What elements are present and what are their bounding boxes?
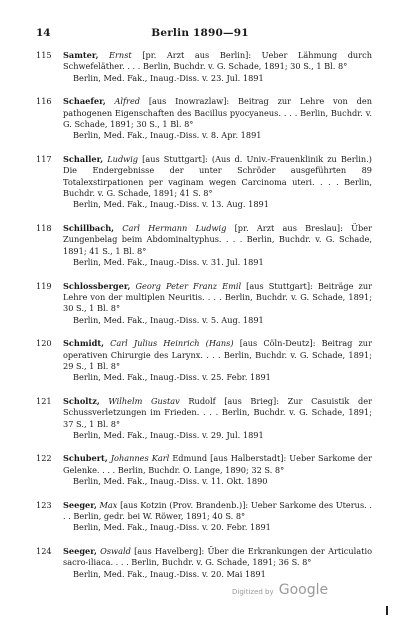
entry-detail: Berlin, Med. Fak., Inaug.-Diss. v. 20. Mai 1891	[73, 568, 266, 579]
author-given-name: Ludwig	[107, 153, 139, 164]
author-given-name: Wilhelm Gustav	[108, 395, 180, 406]
entry-citation: [aus Stuttgart]: (Aus d. Univ.-Frauenklinik zu Berlin.) Die Endergebnisse der unter Schröder ausgeführten 89 Totalexstirpationen per vaginam wegen Carcinoma uteri. . . . Berlin, Buchdr. v. G. Schade, 1891; 41 S. 8°	[63, 153, 372, 199]
entry-text	[63, 453, 372, 476]
entry-text	[63, 546, 372, 569]
author-surname: Seeger,	[63, 545, 97, 556]
entry-citation: [aus Stuttgart]: Beiträge zur Lehre von der multiplen Neuritis. . . . Berlin, Buchdr. v. G. Schade, 1891; 30 S., 1 Bl. 8°	[63, 280, 373, 314]
author-surname: Scholtz,	[63, 395, 100, 406]
entry-text	[63, 154, 372, 200]
digitization-watermark	[232, 579, 328, 598]
list-item	[36, 223, 372, 269]
entry-citation: [aus Kotzin (Prov. Brandenb.)]: Ueber Sarkome des Uterus. . . . Berlin, gedr. bei W. Röwer, 1891; 40 S. 8°	[63, 499, 373, 521]
entry-citation: [pr. Arzt aus Berlin]: Ueber Lähmung durch Schwefeläther. . . . Berlin, Buchdr. v. G. Schade, 1891; 30 S., 1 Bl. 8°	[63, 50, 372, 72]
author-given-name: Johannes Karl	[110, 453, 170, 464]
entry-detail: Berlin, Med. Fak., Inaug.-Diss. v. 23. Jul. 1891	[73, 72, 264, 83]
entry-number: 120	[36, 338, 52, 349]
entry-number: 123	[36, 499, 52, 510]
entry-citation: [aus Cöln-Deutz]: Beitrag zur operativen Chirurgie des Larynx. . . . Berlin, Buchdr. v. G. Schade, 1891; 29 S., 1 Bl. 8°	[63, 338, 372, 371]
author-given-name: Max	[99, 499, 118, 510]
entry-detail: Berlin, Med. Fak., Inaug.-Diss. v. 13. Aug. 1891	[73, 199, 269, 210]
author-surname: Schmidt,	[63, 338, 104, 349]
list-item	[36, 154, 372, 211]
author-given-name: Oswald	[100, 545, 131, 556]
page-number: 14	[36, 27, 51, 39]
entry-detail: Berlin, Med. Fak., Inaug.-Diss. v. 29. Jul. 1891	[73, 429, 264, 440]
entry-citation: Edmund [aus Halberstadt]: Ueber Sarkome der Gelenke. . . . Berlin, Buchdr. O. Lange, 1890; 32 S. 8°	[63, 453, 373, 475]
entry-number: 117	[36, 153, 52, 164]
entry-list	[36, 50, 372, 592]
page-header	[36, 27, 364, 41]
entry-detail: Berlin, Med. Fak., Inaug.-Diss. v. 5. Aug. 1891	[73, 314, 264, 325]
list-item	[36, 453, 372, 487]
entry-citation: [aus Inowrazlaw]: Beitrag zur Lehre von den pathogenen Eigenschaften des Bacillus pyocyaneus. . . . Berlin, Buchdr. v. G. Schade, 1891; 30 S., 1 Bl. 8°	[63, 96, 372, 130]
author-surname: Schillbach,	[63, 222, 114, 233]
list-item	[36, 96, 372, 142]
entry-text	[63, 223, 372, 257]
list-item	[36, 396, 372, 442]
author-surname: Schaefer,	[63, 96, 106, 107]
entry-text	[63, 96, 372, 130]
entry-detail: Berlin, Med. Fak., Inaug.-Diss. v. 25. Febr. 1891	[73, 372, 271, 383]
running-title: Berlin 1890—91	[151, 27, 249, 39]
entry-detail: Berlin, Med. Fak., Inaug.-Diss. v. 8. Apr. 1891	[73, 130, 262, 141]
entry-citation: [pr. Arzt aus Breslau]: Über Zungenbelag beim Abdominaltyphus. . . . Berlin, Buchdr. v. G. Schade, 1891; 41 S., 1 Bl. 8°	[63, 222, 372, 256]
author-surname: Schlossberger,	[63, 280, 131, 291]
entry-number: 115	[36, 50, 52, 60]
entry-number: 116	[36, 96, 52, 107]
author-given-name: Carl Hermann Ludwig	[122, 222, 227, 233]
list-item	[36, 281, 372, 327]
entry-citation: Rudolf [aus Brieg]: Zur Casuistik der Schussverletzungen im Frieden. . . . Berlin, Buchdr. v. G. Schade, 1891; 37 S., 1 Bl. 8°	[63, 395, 372, 429]
list-item	[36, 546, 372, 580]
entry-number: 119	[36, 280, 52, 291]
author-given-name: Alfred	[114, 96, 141, 107]
entry-detail: Berlin, Med. Fak., Inaug.-Diss. v. 20. Febr. 1891	[73, 522, 271, 533]
author-given-name: Carl Julius Heinrich (Hans)	[110, 338, 234, 349]
author-given-name: Georg Peter Franz Emil	[135, 280, 242, 291]
entry-text	[63, 396, 372, 430]
author-surname: Schaller,	[63, 153, 104, 164]
author-surname: Schubert,	[63, 453, 108, 464]
entry-text	[63, 500, 372, 523]
watermark-prefix: Digitized by	[232, 588, 274, 596]
page-edge-mark	[386, 606, 388, 615]
google-logo: Google	[278, 582, 329, 598]
entry-number: 118	[36, 222, 52, 233]
entry-text	[63, 50, 372, 73]
entry-number: 124	[36, 545, 52, 556]
entry-text	[63, 338, 372, 372]
entry-detail: Berlin, Med. Fak., Inaug.-Diss. v. 31. Jul. 1891	[73, 257, 264, 268]
entry-detail: Berlin, Med. Fak., Inaug.-Diss. v. 11. Okt. 1890	[73, 476, 268, 487]
list-item	[36, 50, 372, 84]
entry-citation: [aus Havelberg]: Über die Erkrankungen der Articulatio sacro-iliaca. . . . Berlin, Buchdr. v. G. Schade, 1891; 36 S. 8°	[63, 545, 373, 568]
entry-number: 121	[36, 395, 52, 406]
list-item	[36, 500, 372, 534]
author-surname: Samter,	[63, 50, 99, 60]
list-item	[36, 338, 372, 384]
author-surname: Seeger,	[63, 499, 97, 510]
author-given-name: Ernst	[109, 50, 132, 60]
entry-text	[63, 281, 372, 315]
entry-number: 122	[36, 453, 52, 464]
